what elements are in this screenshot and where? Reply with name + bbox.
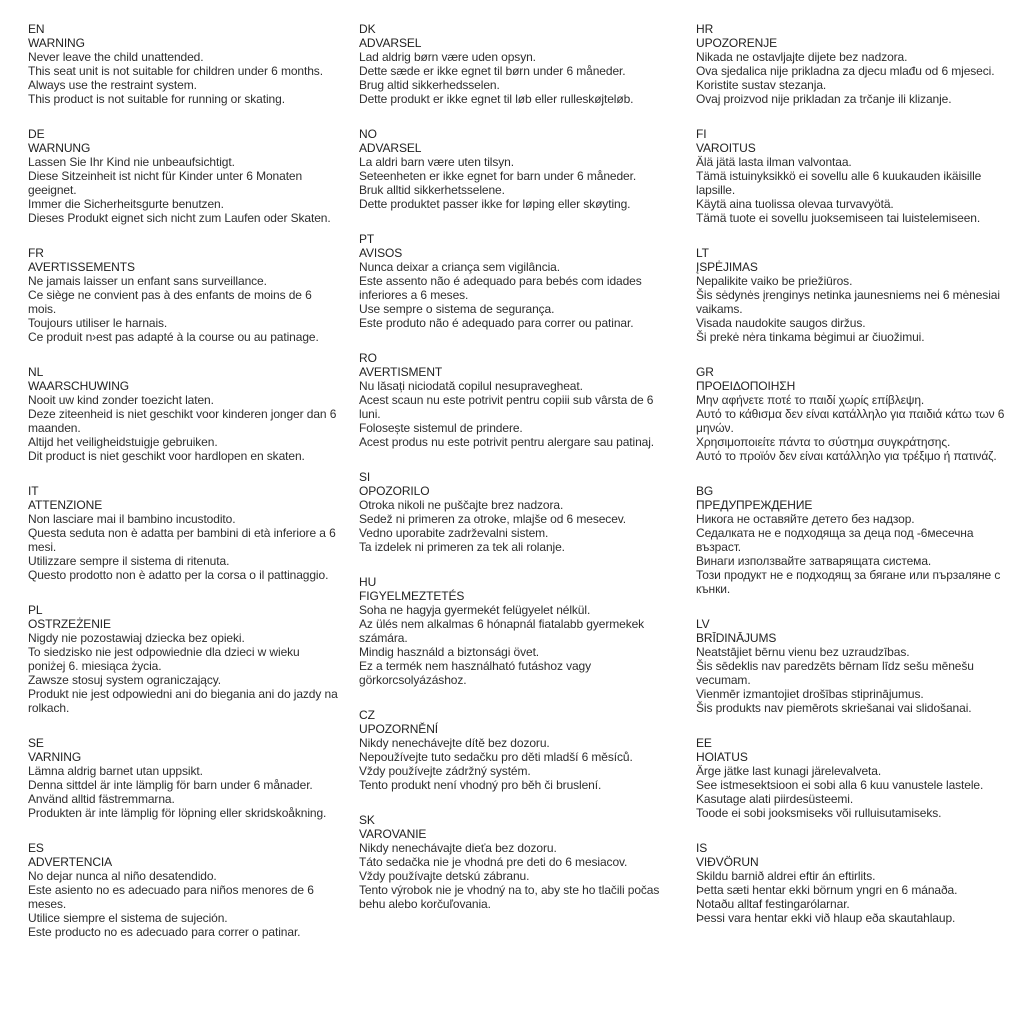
warning-line: Þessi vara hentar ekki við hlaup eða skautahlaup. xyxy=(696,911,956,925)
warning-line: Nikdy nenechávajte dieťa bez dozoru. xyxy=(359,841,557,855)
warning-heading: WAARSCHUWING xyxy=(28,379,130,393)
warning-line: Седалката не е подходяща за деца под -6месечна възраст. xyxy=(696,526,974,554)
warning-line: Χρησιμοποιείτε πάντα το σύστημα συγκράτησης. xyxy=(696,435,951,449)
warning-heading: ПРЕДУПРЕЖДЕНИЕ xyxy=(696,498,813,512)
warning-line: Αυτό το προϊόν δεν είναι κατάλληλο για τρέξιμο ή πατινάζ. xyxy=(696,449,997,463)
warning-heading: AVISOS xyxy=(359,246,403,260)
warning-line: Vždy používejte zádržný systém. xyxy=(359,764,531,778)
warning-line: Seteenheten er ikke egnet for barn under 6 måneder. xyxy=(359,169,637,183)
warning-line: Ärge jätke last kunagi järelevalveta. xyxy=(696,764,882,778)
warning-heading: VIÐVÖRUN xyxy=(696,855,759,869)
warning-heading: ΠΡΟΕΙΔΟΠΟΙΗΣΗ xyxy=(696,379,796,393)
warning-line: Produkt nie jest odpowiedni ani do biegania ani do jazdy na rolkach. xyxy=(28,687,338,715)
warning-block-pt xyxy=(359,232,675,330)
warning-line: Lad aldrig børn være uden opsyn. xyxy=(359,50,536,64)
warning-line: Brug altid sikkerhedsselen. xyxy=(359,78,500,92)
warning-line: Never leave the child unattended. xyxy=(28,50,204,64)
warning-line: Никога не оставяйте детето без надзор. xyxy=(696,512,915,526)
warning-line: Skildu barnið aldrei eftir án eftirlits. xyxy=(696,869,876,883)
language-code: CZ xyxy=(359,708,375,722)
warning-line: Tento výrobok nie je vhodný na to, aby ste ho tlačili počas behu alebo korčuľovania. xyxy=(359,883,660,911)
warning-column-3 xyxy=(696,22,1012,946)
warning-line: La aldri barn være uten tilsyn. xyxy=(359,155,514,169)
warning-block-se xyxy=(28,736,338,820)
warning-line: Nikada ne ostavljajte dijete bez nadzora. xyxy=(696,50,908,64)
warning-line: Use sempre o sistema de segurança. xyxy=(359,302,555,316)
warning-line: Acest produs nu este potrivit pentru alergare sau patinaj. xyxy=(359,435,655,449)
warning-heading: OSTRZEŻENIE xyxy=(28,617,111,631)
warning-line: Ne jamais laisser un enfant sans surveillance. xyxy=(28,274,267,288)
warning-line: Produkten är inte lämplig för löpning eller skridskoåkning. xyxy=(28,806,327,820)
warning-column-1 xyxy=(28,22,338,960)
warning-line: Šis produkts nav piemērots skriešanai vai slidošanai. xyxy=(696,701,972,715)
warning-line: Este producto no es adecuado para correr o patinar. xyxy=(28,925,301,939)
warning-line: Ši prekė nėra tinkama bėgimui ar čiuožimui. xyxy=(696,330,925,344)
warning-block-nl xyxy=(28,365,338,463)
warning-block-lt xyxy=(696,246,1012,344)
warning-line: Toode ei sobi jooksmiseks või rulluisutamiseks. xyxy=(696,806,942,820)
warning-line: Ce siège ne convient pas à des enfants de moins de 6 mois. xyxy=(28,288,312,316)
warning-column-2 xyxy=(359,22,675,932)
language-code: SI xyxy=(359,470,371,484)
language-code: NL xyxy=(28,365,44,379)
warning-line: Immer die Sicherheitsgurte benutzen. xyxy=(28,197,224,211)
warning-line: Deze ziteenheid is niet geschikt voor kinderen jonger dan 6 maanden. xyxy=(28,407,337,435)
warning-line: Ce produit n›est pas adapté à la course ou au patinage. xyxy=(28,330,319,344)
warning-line: Nikdy nenechávejte dítě bez dozoru. xyxy=(359,736,550,750)
warning-line: Utilizzare sempre il sistema di ritenuta. xyxy=(28,554,230,568)
warning-line: Ova sjedalica nije prikladna za djecu mlađu od 6 mjeseci. xyxy=(696,64,995,78)
warning-heading: VARNING xyxy=(28,750,82,764)
warning-block-no xyxy=(359,127,675,211)
warning-block-es xyxy=(28,841,338,939)
warning-line: Visada naudokite saugos diržus. xyxy=(696,316,866,330)
warning-line: Този продукт не е подходящ за бягане или пързаляне с кънки. xyxy=(696,568,1001,596)
warning-line: Tento produkt není vhodný pro běh či bruslení. xyxy=(359,778,602,792)
warning-block-hu xyxy=(359,575,675,687)
warning-line: Folosește sistemul de prindere. xyxy=(359,421,523,435)
warning-block-lv xyxy=(696,617,1012,715)
warning-line: Questa seduta non è adatta per bambini di età inferiore a 6 mesi. xyxy=(28,526,336,554)
warning-heading: OPOZORILO xyxy=(359,484,430,498)
warning-line: Ovaj proizvod nije prikladan za trčanje ili klizanje. xyxy=(696,92,952,106)
warning-block-en xyxy=(28,22,338,106)
warning-line: Este assento não é adequado para bebés com idades inferiores a 6 meses. xyxy=(359,274,642,302)
warning-line: Otroka nikoli ne puščajte brez nadzora. xyxy=(359,498,564,512)
warning-line: Kasutage alati piirdesüsteemi. xyxy=(696,792,854,806)
warning-line: Zawsze stosuj system ograniczający. xyxy=(28,673,222,687)
warning-heading: ATTENZIONE xyxy=(28,498,103,512)
warning-block-it xyxy=(28,484,338,582)
warning-line: To siedzisko nie jest odpowiednie dla dzieci w wieku poniżej 6. miesiąca życia. xyxy=(28,645,300,673)
warning-line: Always use the restraint system. xyxy=(28,78,197,92)
warning-block-sk xyxy=(359,813,675,911)
warning-block-hr xyxy=(696,22,1012,106)
warning-line: Este asiento no es adecuado para niños menores de 6 meses. xyxy=(28,883,314,911)
warning-line: Šis sēdeklis nav paredzēts bērnam līdz sešu mēnešu vecumam. xyxy=(696,659,974,687)
warning-line: Toujours utiliser le harnais. xyxy=(28,316,168,330)
language-code: RO xyxy=(359,351,377,365)
language-code: FR xyxy=(28,246,44,260)
language-code: GR xyxy=(696,365,714,379)
warning-line: Dette sæde er ikke egnet til børn under 6 måneder. xyxy=(359,64,626,78)
warning-heading: ADVARSEL xyxy=(359,141,422,155)
warning-line: Este produto não é adequado para correr ou patinar. xyxy=(359,316,634,330)
warning-line: Þetta sæti hentar ekki börnum yngri en 6 mánaða. xyxy=(696,883,958,897)
warning-line: Notaðu alltaf festingarólarnar. xyxy=(696,897,850,911)
warning-block-pl xyxy=(28,603,338,715)
warning-heading: ĮSPĖJIMAS xyxy=(696,260,758,274)
language-code: LT xyxy=(696,246,709,260)
warning-block-dk xyxy=(359,22,675,106)
warning-block-gr xyxy=(696,365,1012,463)
warning-line: Mindig használd a biztonsági övet. xyxy=(359,645,540,659)
warning-heading: AVERTISMENT xyxy=(359,365,443,379)
warning-line: Αυτό το κάθισμα δεν είναι κατάλληλο για παιδιά κάτω των 6 μηνών. xyxy=(696,407,1005,435)
language-code: BG xyxy=(696,484,714,498)
warning-line: Винаги използвайте затварящата система. xyxy=(696,554,932,568)
warning-line: Vždy používajte detskú zábranu. xyxy=(359,869,530,883)
warning-line: Lämna aldrig barnet utan uppsikt. xyxy=(28,764,203,778)
warning-block-cz xyxy=(359,708,675,792)
warning-line: Älä jätä lasta ilman valvontaa. xyxy=(696,155,852,169)
warning-line: Sedež ni primeren za otroke, mlajše od 6 mesecev. xyxy=(359,512,627,526)
warning-line: Lassen Sie Ihr Kind nie unbeaufsichtigt. xyxy=(28,155,235,169)
warning-line: Šis sėdynės įrenginys netinka jaunesniems nei 6 mėnesiai vaikams. xyxy=(696,288,1000,316)
language-code: EE xyxy=(696,736,712,750)
language-code: SE xyxy=(28,736,44,750)
warning-line: Vienmēr izmantojiet drošības stiprinājumus. xyxy=(696,687,924,701)
warning-line: Nigdy nie pozostawiaj dziecka bez opieki. xyxy=(28,631,245,645)
warning-block-de xyxy=(28,127,338,225)
warning-block-ee xyxy=(696,736,1012,820)
warning-line: Questo prodotto non è adatto per la corsa o il pattinaggio. xyxy=(28,568,329,582)
language-code: HR xyxy=(696,22,714,36)
language-code: EN xyxy=(28,22,45,36)
warning-line: Koristite sustav stezanja. xyxy=(696,78,827,92)
language-code: DK xyxy=(359,22,376,36)
warning-line: Bruk alltid sikkerhetsselene. xyxy=(359,183,505,197)
warning-heading: UPOZORENJE xyxy=(696,36,778,50)
warning-block-ro xyxy=(359,351,675,449)
warning-block-bg xyxy=(696,484,1012,596)
warning-heading: VAROITUS xyxy=(696,141,756,155)
language-code: PT xyxy=(359,232,375,246)
warning-block-is xyxy=(696,841,1012,925)
warning-line: This product is not suitable for running or skating. xyxy=(28,92,285,106)
language-code: HU xyxy=(359,575,377,589)
warning-line: Nepalikite vaiko be priežiūros. xyxy=(696,274,853,288)
warning-line: Dette produktet passer ikke for løping eller skøyting. xyxy=(359,197,631,211)
warning-line: Ta izdelek ni primeren za tek ali rolanje. xyxy=(359,540,565,554)
warning-line: Az ülés nem alkalmas 6 hónapnál fiatalabb gyermekek számára. xyxy=(359,617,645,645)
warning-line: Käytä aina tuolissa olevaa turvavyötä. xyxy=(696,197,894,211)
language-code: PL xyxy=(28,603,43,617)
warning-heading: AVERTISSEMENTS xyxy=(28,260,135,274)
warning-block-si xyxy=(359,470,675,554)
warning-line: Utilice siempre el sistema de sujeción. xyxy=(28,911,228,925)
warning-heading: VAROVANIE xyxy=(359,827,427,841)
language-code: IT xyxy=(28,484,39,498)
warning-line: Nepoužívejte tuto sedačku pro děti mladší 6 měsíců. xyxy=(359,750,633,764)
warning-heading: FIGYELMEZTETÉS xyxy=(359,589,465,603)
language-code: NO xyxy=(359,127,377,141)
warning-heading: HOIATUS xyxy=(696,750,748,764)
warning-line: Nunca deixar a criança sem vigilância. xyxy=(359,260,560,274)
language-code: IS xyxy=(696,841,708,855)
warning-line: Tämä istuinyksikkö ei sovellu alle 6 kuukauden ikäisille lapsille. xyxy=(696,169,982,197)
language-code: DE xyxy=(28,127,45,141)
language-code: SK xyxy=(359,813,375,827)
warning-line: Altijd het veiligheidstuigje gebruiken. xyxy=(28,435,218,449)
warning-line: Acest scaun nu este potrivit pentru copiii sub vârsta de 6 luni. xyxy=(359,393,654,421)
warning-line: Vedno uporabite zadrževalni sistem. xyxy=(359,526,549,540)
language-code: FI xyxy=(696,127,707,141)
warning-block-fi xyxy=(696,127,1012,225)
warning-line: Nooit uw kind zonder toezicht laten. xyxy=(28,393,214,407)
warning-line: Dieses Produkt eignet sich nicht zum Laufen oder Skaten. xyxy=(28,211,331,225)
warning-line: Ez a termék nem használható futáshoz vagy görkorcsolyázáshoz. xyxy=(359,659,592,687)
warning-heading: BRĪDINĀJUMS xyxy=(696,631,777,645)
warning-block-fr xyxy=(28,246,338,344)
warning-line: Använd alltid fästremmarna. xyxy=(28,792,175,806)
warning-line: This seat unit is not suitable for children under 6 months. xyxy=(28,64,323,78)
language-code: LV xyxy=(696,617,710,631)
warning-heading: WARNUNG xyxy=(28,141,91,155)
warning-heading: ADVARSEL xyxy=(359,36,422,50)
warning-line: Táto sedačka nie je vhodná pre deti do 6 mesiacov. xyxy=(359,855,628,869)
warning-line: Nu lăsați niciodată copilul nesupravegheat. xyxy=(359,379,583,393)
warning-line: Tämä tuote ei sovellu juoksemiseen tai luistelemiseen. xyxy=(696,211,981,225)
warning-line: Dit product is niet geschikt voor hardlopen en skaten. xyxy=(28,449,305,463)
language-code: ES xyxy=(28,841,44,855)
warning-line: Diese Sitzeinheit ist nicht für Kinder unter 6 Monaten geeignet. xyxy=(28,169,303,197)
warning-line: Neatstājiet bērnu vienu bez uzraudzības. xyxy=(696,645,910,659)
warning-heading: ADVERTENCIA xyxy=(28,855,113,869)
warning-line: See istmesektsioon ei sobi alla 6 kuu vanustele lastele. xyxy=(696,778,984,792)
warning-line: Μην αφήνετε ποτέ το παιδί χωρίς επίβλεψη. xyxy=(696,393,925,407)
warning-line: Denna sittdel är inte lämplig för barn under 6 månader. xyxy=(28,778,313,792)
warning-line: Non lasciare mai il bambino incustodito. xyxy=(28,512,236,526)
warning-line: Soha ne hagyja gyermekét felügyelet nélkül. xyxy=(359,603,591,617)
warning-heading: WARNING xyxy=(28,36,85,50)
warning-line: Dette produkt er ikke egnet til løb eller rulleskøjteløb. xyxy=(359,92,634,106)
warning-line: No dejar nunca al niño desatendido. xyxy=(28,869,217,883)
warning-heading: UPOZORNĚNÍ xyxy=(359,722,439,736)
